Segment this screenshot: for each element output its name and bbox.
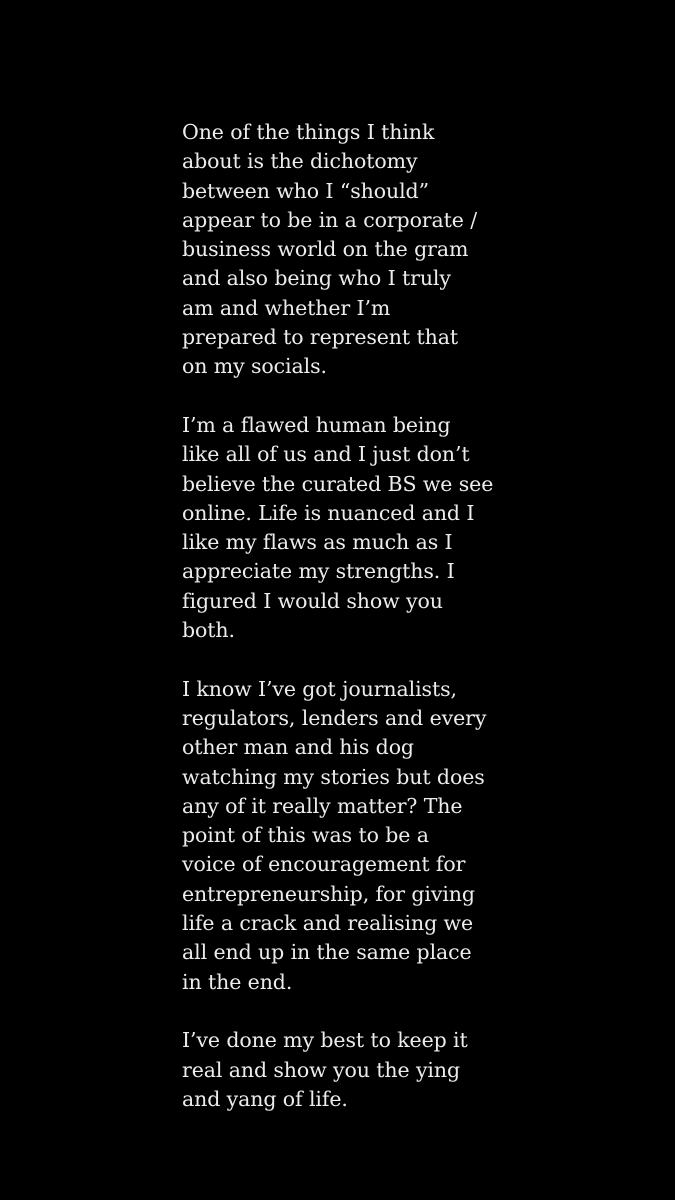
text-line: figured I would show you [182, 588, 443, 613]
text-line: life a crack and realising we [182, 911, 474, 936]
text-line: like my flaws as much as I [182, 530, 453, 555]
text-line: online. Life is nuanced and I [182, 500, 475, 525]
text-line: believe the curated BS we see [182, 471, 494, 496]
text-line: I’ve done my best to keep it [182, 1028, 468, 1053]
text-line: entrepreneurship, for giving [182, 881, 475, 906]
text-line: regulators, lenders and every [182, 705, 487, 730]
text-line: watching my stories but does [182, 764, 485, 789]
text-line: voice of encouragement for [182, 852, 466, 877]
text-line: in the end. [182, 969, 293, 994]
text-line: any of it really matter? The [182, 793, 463, 818]
story-paragraph-4 [182, 1026, 527, 1114]
text-line: am and whether I’m [182, 295, 391, 320]
text-line: prepared to represent that [182, 325, 458, 350]
text-line: I know I’ve got journalists, [182, 676, 457, 701]
story-paragraph-3 [182, 675, 527, 997]
text-line: business world on the gram [182, 237, 469, 262]
text-line: One of the things I think [182, 120, 435, 144]
text-line: about is the dichotomy [182, 149, 418, 174]
text-line: and yang of life. [182, 1086, 348, 1111]
text-line: appear to be in a corporate / [182, 207, 478, 232]
text-line: point of this was to be a [182, 823, 429, 848]
text-line: all end up in the same place [182, 940, 472, 965]
story-paragraph-2 [182, 411, 527, 645]
text-line: between who I “should” [182, 178, 429, 203]
story-text-block [182, 118, 527, 1143]
text-line: I’m a flawed human being [182, 412, 451, 437]
text-line: other man and his dog [182, 735, 414, 760]
text-line: real and show you the ying [182, 1057, 461, 1082]
text-line: on my socials. [182, 354, 327, 379]
text-line: and also being who I truly [182, 266, 451, 291]
text-line: both. [182, 618, 235, 643]
story-paragraph-1 [182, 118, 527, 382]
text-line: appreciate my strengths. I [182, 559, 455, 584]
text-line: like all of us and I just don’t [182, 442, 470, 467]
